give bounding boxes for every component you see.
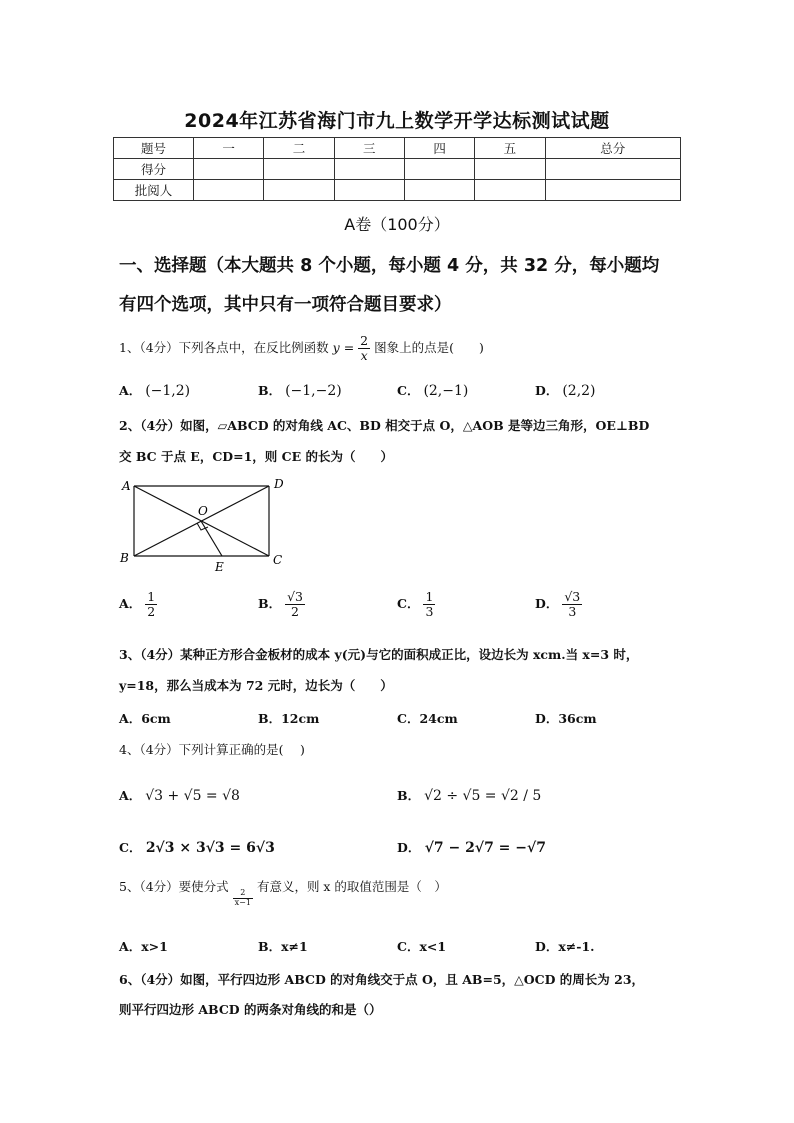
question-3-line1: 3、（4分）某种正方形合金板材的成本 y(元)与它的面积成正比，设边长为 xcm.当 x=3 时， [119,647,639,662]
q1-option-b[interactable]: B． (−1,−2) [258,383,342,399]
label-d: D [274,477,284,491]
table-cell: 批阅人 [114,180,194,201]
table-cell: 题号 [114,138,194,159]
q4-option-b[interactable]: B． √2 ÷ √5 = √2 / 5 [397,788,542,804]
q4-option-c[interactable]: C． 2√3 × 3√3 = 6√3 [119,840,275,856]
q3-option-a[interactable]: A．6cm [119,711,171,726]
question-2-line2: 交 BC 于点 E，CD=1，则 CE 的长为（ ） [119,449,393,464]
q5-option-b[interactable]: B．x≠1 [258,939,308,954]
volume-heading: A卷（100分） [344,215,450,234]
q2-option-c[interactable]: C． $\frac{1}{3}$ [397,589,434,619]
q1-prefix: 1、（4分）下列各点中，在反比例函数 [119,340,329,355]
q5-option-a[interactable]: A．x>1 [119,939,168,954]
table-row [114,138,681,159]
question-5-stem [119,872,689,908]
label-a: A [122,479,131,493]
section-heading-line2: 有四个选项，其中只有一项符合题目要求） [119,295,452,315]
table-cell: 三 [334,138,404,159]
table-cell [545,159,680,180]
table-cell: 总分 [545,138,680,159]
score-table [113,137,681,201]
q1-func-lhs: y = [332,340,355,355]
table-cell [194,180,264,201]
table-cell: 四 [404,138,474,159]
table-cell [334,159,404,180]
table-cell [404,159,474,180]
q3-option-c[interactable]: C．24cm [397,711,458,726]
table-cell [545,180,680,201]
q1-option-c[interactable]: C． (2,−1) [397,383,469,399]
table-cell [475,180,545,201]
question-6-line1: 6、（4分）如图，平行四边形 ABCD 的对角线交于点 O，且 AB=5，△OCD 的周长为 23， [119,972,645,987]
table-cell: 得分 [114,159,194,180]
q4-option-a[interactable]: A． √3 + √5 = √8 [119,788,240,804]
table-cell [475,159,545,180]
table-cell: 五 [475,138,545,159]
table-cell [194,159,264,180]
question-2-line1: 2、（4分）如图，▱ABCD 的对角线 AC、BD 相交于点 O，△AOB 是等边三角形，OE⊥BD [119,418,650,433]
q1-fraction [358,334,370,363]
table-row [114,180,681,201]
table-cell: 二 [264,138,334,159]
q1-option-a[interactable]: A． (−1,2) [119,383,191,399]
q5-prefix: 5、（4分）要使分式 [119,879,229,894]
question-4-stem: 4、（4分）下列计算正确的是( ) [119,742,305,757]
question-6-line2: 则平行四边形 ABCD 的两条对角线的和是（） [119,1002,382,1017]
q5-suffix: 有意义，则 x 的取值范围是（ ） [256,879,447,894]
q5-option-d[interactable]: D．x≠-1. [535,939,595,954]
q5-fraction: $\frac{2}{x-1}$ [234,888,251,907]
q1-option-d[interactable]: D． (2,2) [535,383,596,399]
page-title: 2024年江苏省海门市九上数学开学达标测试试题 [184,110,610,132]
table-cell [264,180,334,201]
q4-option-d[interactable]: D． √7 − 2√7 = −√7 [397,840,546,856]
q3-option-b[interactable]: B．12cm [258,711,320,726]
q2-option-b[interactable]: B． $\frac{√3}{2}$ [258,589,303,619]
section-heading-line1: 一、选择题（本大题共 8 个小题，每小题 4 分，共 32 分，每小题均 [119,256,660,276]
q2-option-a[interactable]: A． $\frac{1}{2}$ [119,589,156,619]
table-row [114,159,681,180]
table-cell [334,180,404,201]
label-e: E [215,560,224,574]
question-1-stem [119,333,689,363]
question-3-line2: y=18，那么当成本为 72 元时，边长为（ ） [119,678,393,693]
table-cell [264,159,334,180]
q5-option-c[interactable]: C．x<1 [397,939,447,954]
q1-frac-den: x [360,348,368,363]
label-o: O [198,504,208,518]
q1-frac-num: 2 [360,333,369,349]
table-cell [404,180,474,201]
table-cell: 一 [194,138,264,159]
q2-figure [112,472,302,578]
label-b: B [120,551,129,565]
q3-option-d[interactable]: D．36cm [535,711,597,726]
q2-option-d[interactable]: D． $\frac{√3}{3}$ [535,589,581,619]
label-c: C [273,553,283,567]
q1-suffix: 图象上的点是( ) [374,340,484,355]
